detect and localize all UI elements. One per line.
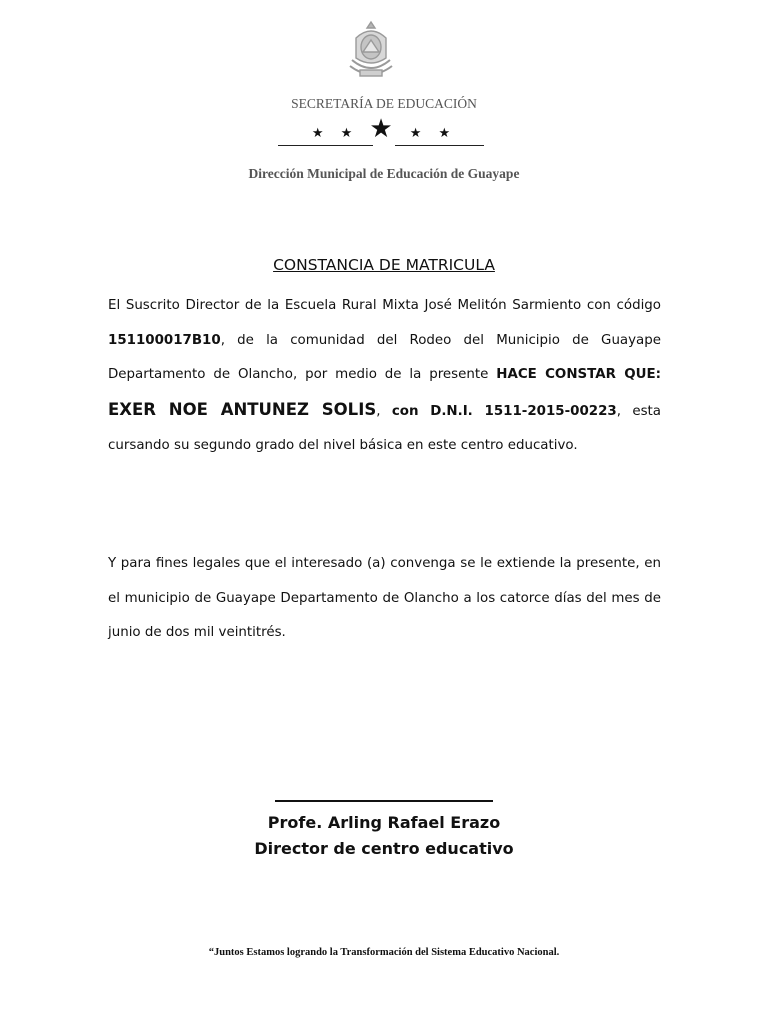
- text-segment: :: [655, 367, 661, 382]
- certification-paragraph: [108, 289, 661, 464]
- document-title: CONSTANCIA DE MATRICULA: [273, 256, 495, 274]
- school-code: 151100017B10: [108, 332, 221, 348]
- star-icon: ★: [311, 126, 330, 141]
- hace-constar-label: HACE CONSTAR QUE: [496, 367, 656, 382]
- municipal-direction: Dirección Municipal de Educación de Guayape: [248, 166, 520, 181]
- student-name: EXER NOE ANTUNEZ SOLIS: [108, 399, 377, 419]
- right-rule: [395, 145, 484, 146]
- stars-group: [0, 114, 768, 144]
- text-segment: ,: [376, 403, 392, 419]
- signature-line: [275, 800, 493, 802]
- star-icon: ★: [340, 126, 359, 141]
- text-segment: , esta cursando su segundo grado del nivel básica en este centro educativo.: [108, 403, 661, 453]
- signer-name: Profe. Arling Rafael Erazo: [267, 813, 501, 832]
- text-segment: El Suscrito Director de la Escuela Rural Mixta José Melitón Sarmiento con código: [108, 298, 661, 313]
- coat-of-arms-seal-icon: [346, 18, 396, 84]
- agency-name: SECRETARÍA DE EDUCACIÓN: [291, 96, 477, 111]
- closing-paragraph: Y para fines legales que el interesado (a) convenga se le extiende la presente, en el municipio de Guayape Departamento de Olancho a los catorce días del mes de junio de dos mil veintitrés.: [108, 556, 661, 640]
- student-dni: con D.N.I. 1511-2015-00223: [391, 403, 617, 419]
- stars-divider: [0, 114, 768, 148]
- left-rule: [278, 145, 373, 146]
- footer-motto: “Juntos Estamos logrando la Transformación del Sistema Educativo Nacional.: [208, 947, 560, 958]
- signer-role: Director de centro educativo: [254, 839, 514, 858]
- star-icon: ★: [409, 126, 428, 141]
- text-segment: , de la comunidad del Rodeo del Municipio de Guayape Departamento de Olancho, por medio de la presente: [108, 332, 661, 382]
- star-icon: ★: [369, 114, 399, 144]
- signature-block: [0, 800, 768, 862]
- star-icon: ★: [438, 126, 457, 141]
